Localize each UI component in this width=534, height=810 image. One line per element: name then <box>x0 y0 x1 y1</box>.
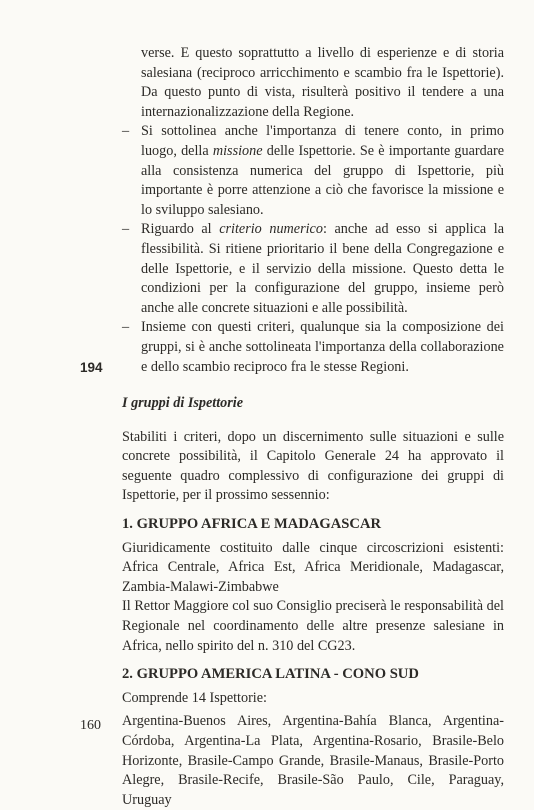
bullet-emphasis: criterio numerico <box>219 221 323 238</box>
section-number: 194 <box>80 360 103 375</box>
bullet-text-post: delle Ispettorie. Se è importante guardare alla consistenza numerica del gruppo di Ispettorie, più importante è porre attenzione a ciò che favorisce la missione e lo sviluppo salesiano. <box>141 142 505 218</box>
section-title: I gruppi di Ispettorie <box>122 395 244 412</box>
group-cono-sud-list: Argentina-Buenos Aires, Argentina-Bahía Blanca, Argentina-Córdoba, Argentina-La Plata, Argentina-Rosario, Brasile-Belo Horizonte, Brasile-Campo Grande, Brasile-Manaus, Brasile-Porto Alegre, Brasile-Recife, Brasile-São Paulo, Cile, Paraguay, Uruguay <box>122 713 504 808</box>
bullet-dash: – <box>122 221 130 238</box>
bullet-item-numeric-criterion <box>122 220 504 318</box>
bullet-item-collaboration <box>122 318 504 377</box>
bullet-emphasis: missione <box>212 142 263 159</box>
bullet-item-mission <box>122 122 504 220</box>
bullet-dash: – <box>122 319 130 336</box>
continuation-paragraph <box>122 44 504 122</box>
group-cono-sud-count: Comprende 14 Ispettorie: <box>122 689 267 706</box>
group-africa-composition: Giuridicamente costituito dalle cinque circoscrizioni esistenti: Africa Centrale, Africa Est, Africa Meridionale, Madagascar, Zambia-Malawi-Zimbabwe <box>122 539 504 595</box>
page-number: 160 <box>80 718 101 733</box>
section-intro: Stabiliti i criteri, dopo un discernimento sulle situazioni e sulle concrete possibilità, il Capitolo Generale 24 ha approvato il seguente quadro complessivo di configurazione dei gruppi di Ispettorie, per il prossimo sessennio: <box>122 428 504 504</box>
group-heading-cono-sud: 2. GRUPPO AMERICA LATINA - CONO SUD <box>122 666 419 683</box>
group-africa-note: Il Rettor Maggiore col suo Consiglio preciserà le responsabilità del Regionale nel coordinamento delle altre presenze salesiane in Africa, nello spirito del n. 310 del CG23. <box>122 598 504 654</box>
group-heading-africa: 1. GRUPPO AFRICA E MADAGASCAR <box>122 516 382 533</box>
bullet-text-pre: Insieme con questi criteri, qualunque sia la composizione dei gruppi, si è anche sottolineata l'importanza della collaborazione e dello scambio reciproco fra le stesse Regioni. <box>141 319 504 375</box>
section-header <box>122 394 504 414</box>
bullet-dash: – <box>122 123 130 140</box>
bullet-text-pre: Si sottolinea anche l'importanza di tenere conto, in primo luogo, della <box>141 123 504 159</box>
bullet-text-post: : anche ad esso si applica la flessibilità. Si ritiene prioritario il bene della Congregazione e delle Ispettorie, e il servizio della missione. Questo detta le condizioni per la configurazione del gruppo, insieme però anche alle concrete situazioni e alle possibilità. <box>141 221 504 316</box>
bullet-text-pre: Riguardo al <box>141 221 220 238</box>
page-body <box>122 44 504 810</box>
continuation-text: verse. E questo soprattutto a livello di esperienze e di storia salesiana (reciproco arricchimento e scambio fra le Ispettorie). Da questo punto di vista, risulterà positivo il tendere a una internazionalizzazione della Regione. <box>141 45 504 120</box>
